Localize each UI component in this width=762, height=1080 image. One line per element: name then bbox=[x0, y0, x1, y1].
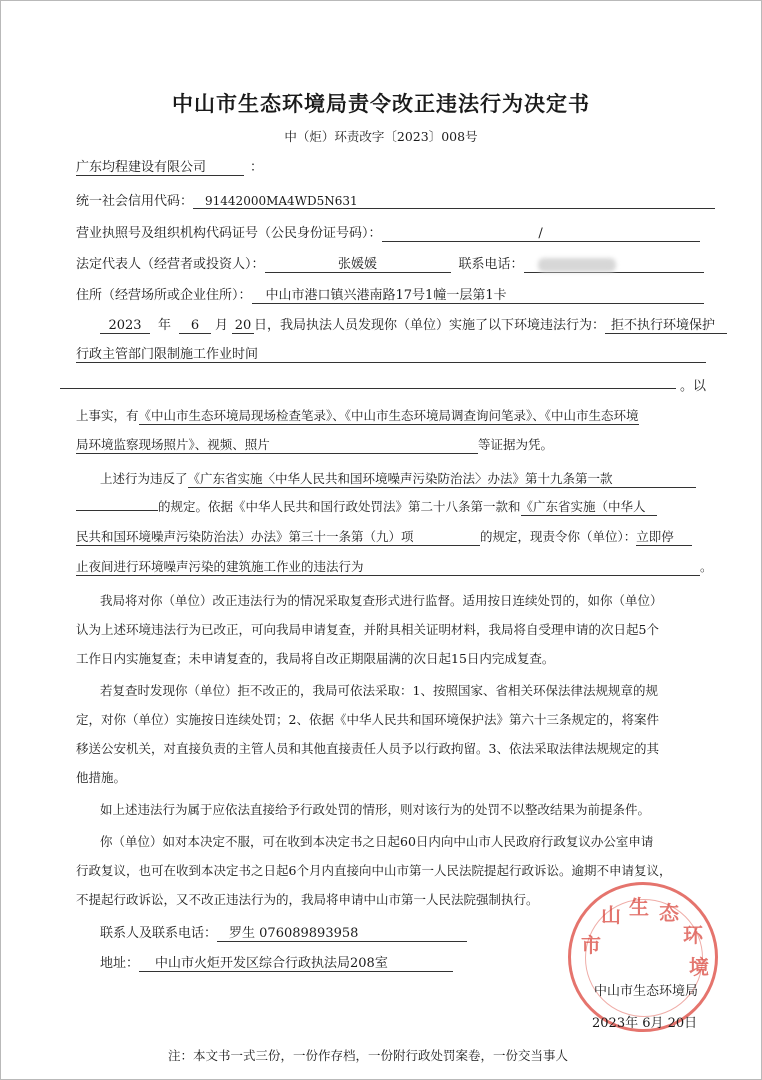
seal-glyph-6: 境 bbox=[689, 955, 709, 979]
contact-label: 联系人及联系电话： bbox=[100, 926, 218, 941]
p1-day: 20 bbox=[232, 318, 254, 334]
seal-glyph-2: 生 bbox=[629, 895, 649, 919]
evidence-b: 局环境监察现场照片》、视频、照片 bbox=[76, 435, 478, 454]
p4-line3: 移送公安机关，对直接负责的主管人员和其他直接责任人员予以行政拘留。3、依法采取法律法规规定的其 bbox=[76, 741, 659, 756]
p1-month-suffix: 月 bbox=[215, 318, 229, 333]
phone-value bbox=[524, 257, 704, 273]
p2-law-b: 《广东省实施（中华人 bbox=[521, 497, 657, 516]
legal-rep-label: 法定代表人（经营者或投资人）： bbox=[76, 257, 265, 272]
contact-value: 罗生 076089893958 bbox=[217, 922, 467, 942]
p1-month: 6 bbox=[179, 318, 211, 334]
address2-value: 中山市火炬开发区综合行政执法局208室 bbox=[139, 952, 453, 972]
p2-end: 。 bbox=[700, 559, 713, 574]
evidence-suffix: 等证据为凭。 bbox=[478, 437, 554, 452]
p1-line2 bbox=[76, 343, 706, 363]
address-label: 住所（经营场所或企业住所）： bbox=[76, 288, 252, 303]
p1-end: 。以 bbox=[680, 379, 707, 394]
p2-blank bbox=[76, 510, 158, 511]
p2-line3 bbox=[76, 527, 692, 546]
seal-glyph-5: 市 bbox=[581, 933, 601, 957]
credit-code-row bbox=[76, 190, 715, 209]
license-row bbox=[76, 222, 700, 242]
p3-line1: 我局将对你（单位）改正违法行为的情况采取复查形式进行监督。适用按日连续处罚的，如你（单位） bbox=[100, 593, 663, 608]
p1-year-suffix: 年 bbox=[158, 318, 172, 333]
p2-text-a: 的规定。依据《中华人民共和国行政处罚法》第二十八条第一款和 bbox=[158, 499, 521, 514]
seal-glyph-3: 态 bbox=[659, 901, 679, 925]
seal-glyph-4: 环 bbox=[683, 923, 703, 947]
issuer-name: 中山市生态环境局 bbox=[594, 984, 699, 999]
p2-text-b: 的规定，现责令你（单位）： bbox=[480, 529, 637, 544]
p2-line2 bbox=[76, 497, 657, 516]
phone-label: 联系电话： bbox=[458, 257, 524, 272]
p4-line1: 若复查时发现你（单位）拒不改正的，我局可依法采取：1、按照国家、省相关环保法律法规规章的规 bbox=[100, 683, 658, 698]
recipient-suffix: ： bbox=[250, 160, 264, 175]
contact-row bbox=[100, 922, 467, 942]
p2-line4 bbox=[76, 557, 713, 576]
credit-code-value: 91442000MA4WD5N631 bbox=[193, 194, 715, 209]
p1-line1 bbox=[100, 314, 727, 334]
redacted-phone bbox=[538, 258, 616, 272]
p2-law-a: 《广东省实施〈中华人民共和国环境噪声污染防治法〉办法》第十九条第一款 bbox=[188, 469, 696, 488]
official-seal bbox=[568, 882, 718, 1032]
legal-rep-name: 张媛媛 bbox=[265, 253, 451, 273]
p6-line3: 不提起行政诉讼，又不改正违法行为的，我局将申请中山市第一人民法院强制执行。 bbox=[76, 892, 539, 907]
legal-rep-row bbox=[76, 253, 704, 273]
seal-glyph-1: 山 bbox=[601, 903, 621, 927]
p1-text: 日，我局执法人员发现你（单位）实施了以下环境违法行为： bbox=[254, 318, 606, 333]
p3-line3: 工作日内实施复查；未申请复查的，我局将自改正期限届满的次日起15日内完成复查。 bbox=[76, 651, 555, 666]
blank-underline bbox=[60, 388, 676, 389]
address2-row bbox=[100, 952, 453, 972]
p2-line1 bbox=[100, 469, 696, 488]
p2-order-a: 立即停 bbox=[636, 527, 692, 546]
p1-violation-a: 拒不执行环境保护 bbox=[605, 314, 727, 334]
recipient-name: 广东均程建设有限公司 bbox=[76, 156, 244, 176]
credit-code-label: 统一社会信用代码： bbox=[76, 194, 194, 209]
document-number: 中（炬）环责改字〔2023〕008号 bbox=[284, 129, 478, 144]
issue-date: 2023年 6月 20日 bbox=[592, 1016, 698, 1031]
p4-line4: 他措施。 bbox=[76, 770, 127, 785]
p1-year: 2023 bbox=[100, 318, 150, 334]
address-row bbox=[76, 284, 704, 304]
evidence-a: 《中山市生态环境局现场检查笔录》、《中山市生态环境局调查询问笔录》、《中山市生态环境 bbox=[138, 408, 639, 423]
address-value: 中山市港口镇兴港南路17号1幢一层第1卡 bbox=[252, 284, 704, 304]
recipient-line bbox=[76, 156, 263, 176]
license-label: 营业执照号及组织机构代码证号（公民身份证号码）： bbox=[76, 226, 382, 241]
footnote: 注：本文书一式三份，一份作存档，一份附行政处罚案卷，一份交当事人 bbox=[168, 1048, 569, 1063]
p4-line2: 定，对你（单位）实施按日连续处罚；2、依据《中华人民共和国环境保护法》第六十三条规定的，将案件 bbox=[76, 712, 659, 727]
document-title: 中山市生态环境局责令改正违法行为决定书 bbox=[172, 91, 590, 116]
license-value: / bbox=[382, 226, 700, 242]
p2-order-b: 止夜间进行环境噪声污染的建筑施工作业的违法行为 bbox=[76, 557, 700, 576]
p3-line2: 认为上述环境违法行为已改正，可向我局申请复查，并附具相关证明材料，我局将自受理申请的次日起5个 bbox=[76, 622, 659, 637]
p5-line: 如上述违法行为属于应依法直接给予行政处罚的情形，则对该行为的处罚不以整改结果为前提条件。 bbox=[100, 802, 651, 817]
p6-line1: 你（单位）如对本决定不服，可在收到本决定书之日起60日内向中山市人民政府行政复议办公室申请 bbox=[100, 834, 654, 849]
evidence-prefix: 上事实，有 bbox=[76, 408, 139, 423]
address2-label: 地址： bbox=[100, 956, 140, 971]
p1-evidence-line2 bbox=[76, 435, 553, 454]
p1-evidence-line1 bbox=[76, 406, 639, 425]
p6-line2: 行政复议，也可在收到本决定书之日起6个月内直接向中山市第一人民法院提起行政诉讼。逾期不申请复议， bbox=[76, 863, 672, 878]
p2-law-c: 民共和国环境噪声污染防治法）办法》第三十一条第（九）项 bbox=[76, 527, 480, 546]
p1-violation-b: 行政主管部门限制施工作业时间 bbox=[76, 343, 706, 363]
p2-prefix: 上述行为违反了 bbox=[100, 471, 188, 486]
